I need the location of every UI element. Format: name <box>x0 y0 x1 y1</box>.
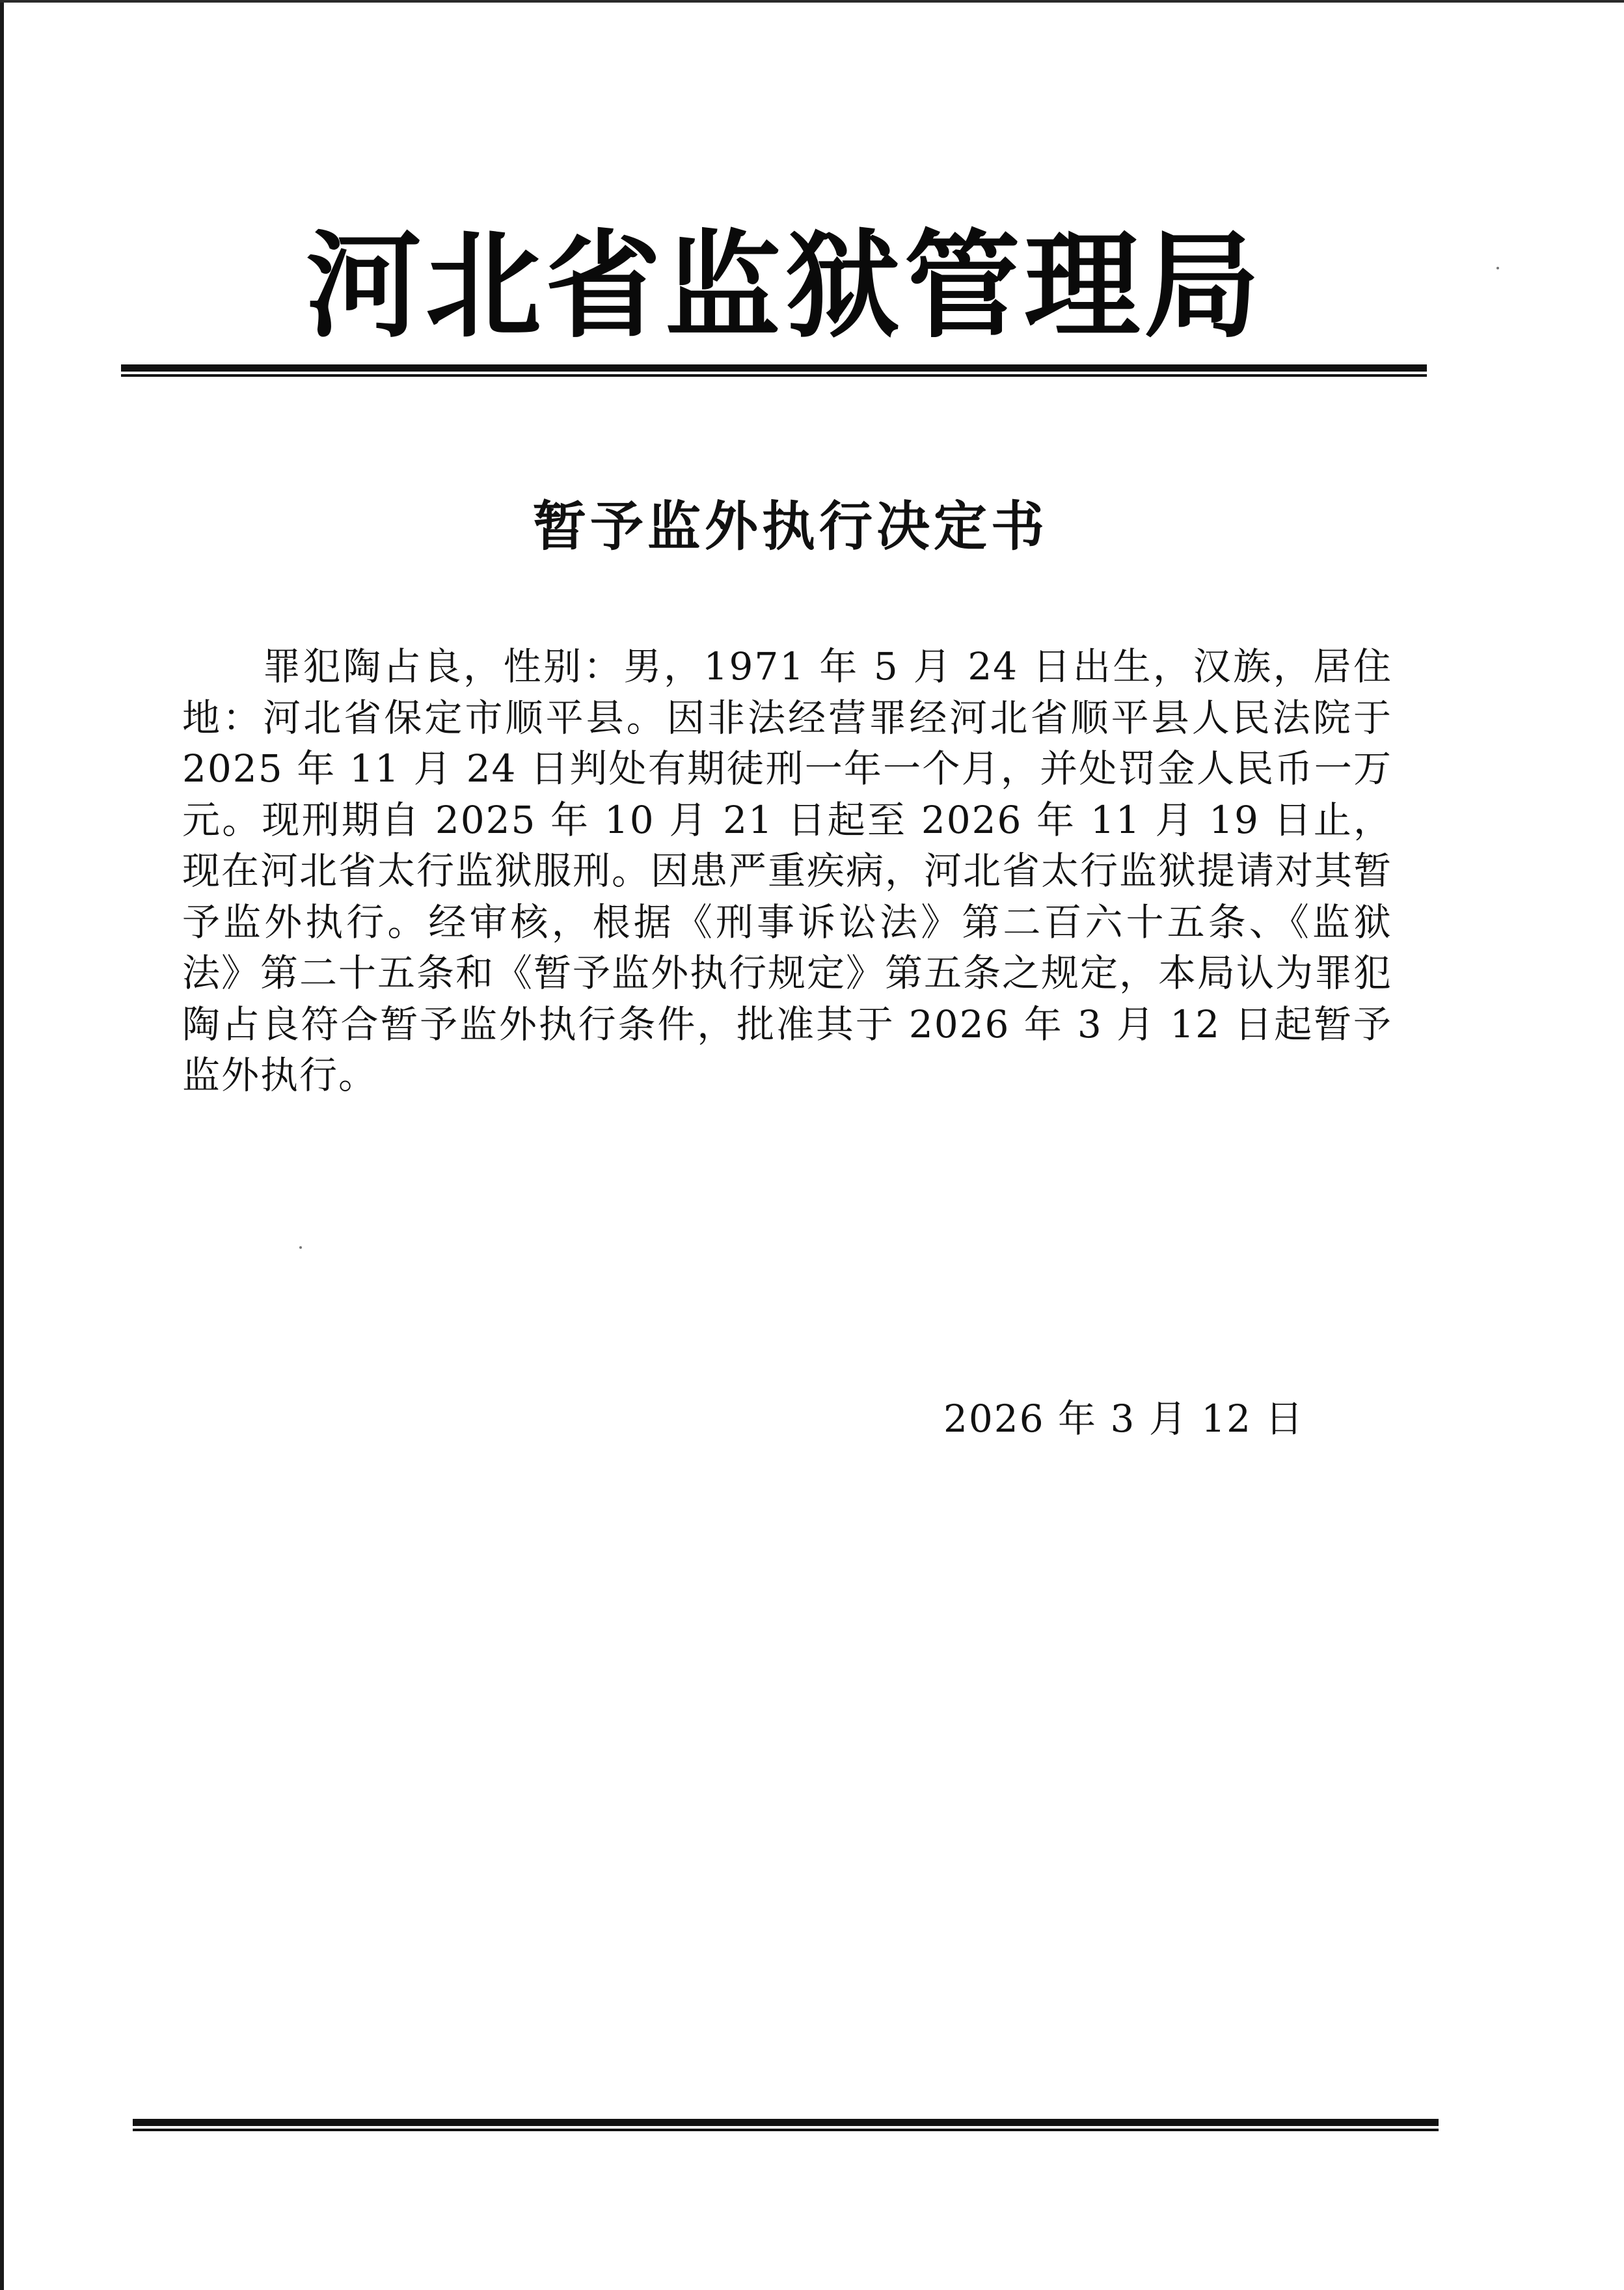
letterhead-org-name: 河北省监狱管理局 <box>306 219 1264 353</box>
rule-thin-line <box>133 2129 1439 2131</box>
scan-edge-top <box>0 0 1624 3</box>
scan-speck <box>299 1246 302 1249</box>
rule-thin-line <box>121 374 1427 377</box>
rule-thick-line <box>133 2119 1439 2126</box>
document-title: 暂予监外执行决定书 <box>532 496 1048 558</box>
rule-thick-line <box>121 364 1427 372</box>
scan-edge-left <box>0 0 4 2290</box>
letterhead-divider-rule <box>121 364 1427 377</box>
footer-divider-rule <box>133 2119 1439 2132</box>
document-body <box>182 641 1392 1101</box>
body-paragraph: 罪犯陶占良，性别：男，1971 年 5 月 24 日出生，汉族，居住地：河北省保定市顺平县。因非法经营罪经河北省顺平县人民法院于 2025 年 11 月 24 日判处有期徒刑一年一个月，并处罚金人民币一万元。现刑期自 2025 年 10 月 21 日起至 2026 年 11 月 19 日止，现在河北省太行监狱服刑。因患严重疾病，河北省太行监狱提请对其暂予监外执行。经审核，根据《刑事诉讼法》第二百六十五条、《监狱法》第二十五条和《暂予监外执行规定》第五条之规定，本局认为罪犯陶占良符合暂予监外执行条件，批准其于 2026 年 3 月 12 日起暂予监外执行。 <box>182 644 1393 1097</box>
scan-speck <box>1496 267 1499 269</box>
document-date: 2026 年 3 月 12 日 <box>943 1397 1305 1441</box>
